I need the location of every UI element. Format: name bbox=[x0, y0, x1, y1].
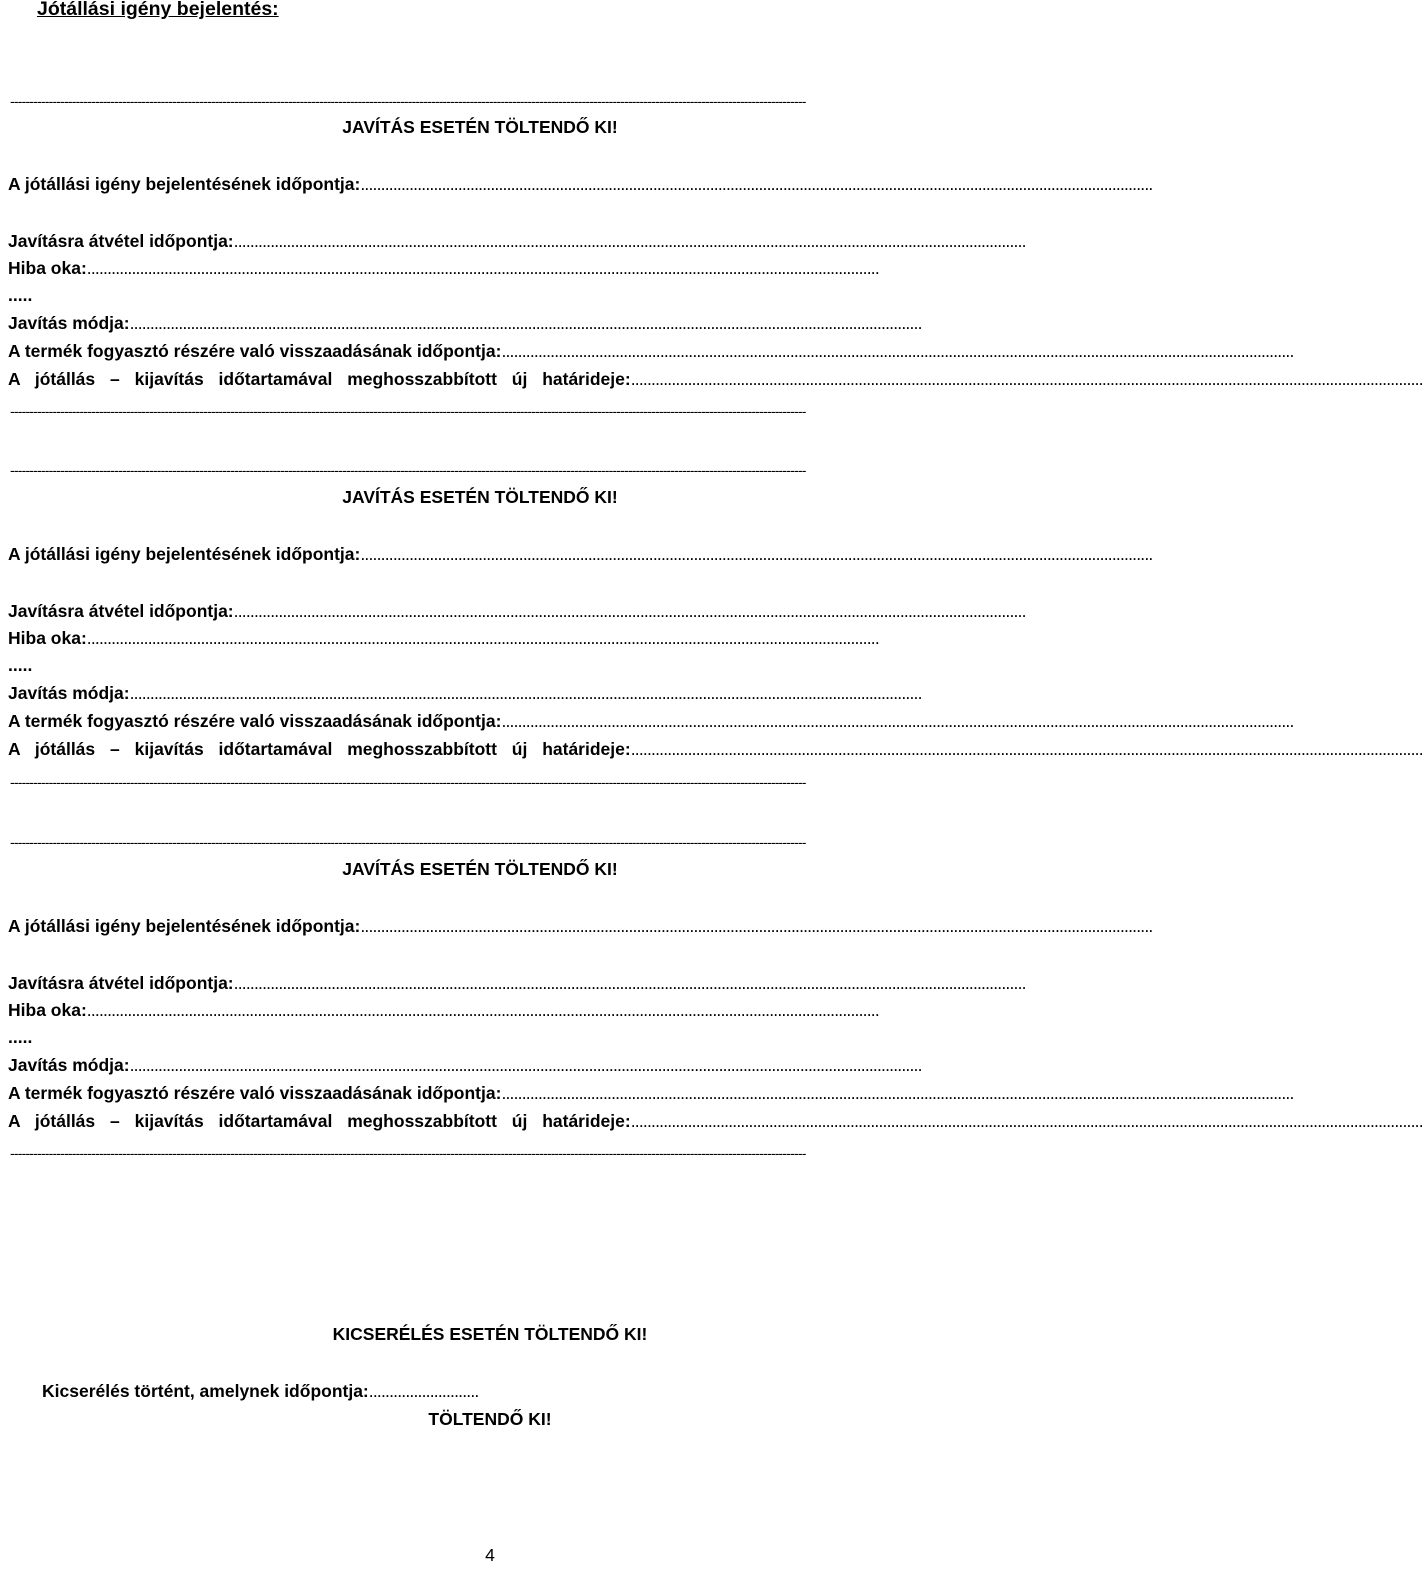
repair-method-label: Javítás módja: bbox=[8, 1055, 130, 1075]
fill-dots: ................................................................................................................................................................................................... bbox=[86, 1000, 879, 1020]
separator-line: -------------------------------------------------------------------------------------------------------------------------------------------------------------------------------------------------------------- bbox=[10, 774, 806, 790]
return-date-field[interactable] bbox=[8, 339, 1294, 363]
replacement-footer: TÖLTENDŐ KI! bbox=[428, 1409, 552, 1429]
return-date-field[interactable] bbox=[8, 1081, 1294, 1105]
fill-dots: ................................................................................................................................................................................................... bbox=[86, 258, 879, 278]
received-date-field[interactable] bbox=[8, 971, 1026, 995]
repair-method-field[interactable] bbox=[8, 1053, 952, 1077]
fault-cause-field[interactable] bbox=[8, 626, 952, 650]
claim-date-field[interactable] bbox=[8, 914, 1153, 938]
return-date-label: A termék fogyasztó részére való visszaadásának időpontja: bbox=[8, 1083, 502, 1103]
fill-dots: ................................................................................................................................................................................................... bbox=[630, 369, 1423, 389]
return-date-field[interactable] bbox=[8, 709, 1294, 733]
return-date-label: A termék fogyasztó részére való visszaadásának időpontja: bbox=[8, 711, 502, 731]
fill-dots: ................................................................................................................................................................................................... bbox=[129, 313, 922, 333]
replacement-date-field[interactable] bbox=[42, 1379, 942, 1403]
received-date-label: Javításra átvétel időpontja: bbox=[8, 973, 234, 993]
received-date-label: Javításra átvétel időpontja: bbox=[8, 601, 234, 621]
fill-dots: ................................................................................................................................................................................................... bbox=[630, 1111, 1423, 1131]
separator-line: -------------------------------------------------------------------------------------------------------------------------------------------------------------------------------------------------------------- bbox=[10, 834, 806, 850]
fault-cause-field[interactable] bbox=[8, 256, 952, 280]
claim-date-field[interactable] bbox=[8, 172, 1153, 196]
fill-dots: ........................... bbox=[368, 1381, 479, 1401]
page-title: Jótállási igény bejelentés: bbox=[37, 0, 279, 20]
fault-cause-label: Hiba oka: bbox=[8, 628, 87, 648]
fault-cause-field[interactable] bbox=[8, 998, 952, 1022]
claim-date-field[interactable] bbox=[8, 542, 1153, 566]
separator-line: -------------------------------------------------------------------------------------------------------------------------------------------------------------------------------------------------------------- bbox=[10, 403, 806, 419]
section-heading: JAVÍTÁS ESETÉN TÖLTENDŐ KI! bbox=[342, 859, 618, 879]
fill-dots: ................................................................................................................................................................................................... bbox=[233, 973, 1026, 993]
separator-line: -------------------------------------------------------------------------------------------------------------------------------------------------------------------------------------------------------------- bbox=[10, 462, 806, 478]
claim-date-label: A jótállási igény bejelentésének időpontja: bbox=[8, 916, 361, 936]
fill-dots: ................................................................................................................................................................................................... bbox=[233, 601, 1026, 621]
new-deadline-field[interactable] bbox=[8, 367, 1423, 391]
received-date-label: Javításra átvétel időpontja: bbox=[8, 231, 234, 251]
new-deadline-label: A jótállás – kijavítás időtartamával meghosszabbított új határideje: bbox=[8, 1111, 631, 1131]
fault-cause-label: Hiba oka: bbox=[8, 258, 87, 278]
fault-cause-continuation: ..... bbox=[8, 285, 33, 305]
fill-dots: ................................................................................................................................................................................................... bbox=[501, 711, 1294, 731]
fill-dots: ................................................................................................................................................................................................... bbox=[360, 174, 1153, 194]
new-deadline-field[interactable] bbox=[8, 737, 1423, 761]
repair-method-label: Javítás módja: bbox=[8, 313, 130, 333]
section-heading: JAVÍTÁS ESETÉN TÖLTENDŐ KI! bbox=[342, 117, 618, 137]
new-deadline-field[interactable] bbox=[8, 1109, 1423, 1133]
replacement-heading: KICSERÉLÉS ESETÉN TÖLTENDŐ KI! bbox=[332, 1324, 648, 1344]
fault-cause-label: Hiba oka: bbox=[8, 1000, 87, 1020]
received-date-field[interactable] bbox=[8, 229, 1026, 253]
section-heading: JAVÍTÁS ESETÉN TÖLTENDŐ KI! bbox=[342, 487, 618, 507]
separator-line: -------------------------------------------------------------------------------------------------------------------------------------------------------------------------------------------------------------- bbox=[10, 1145, 806, 1161]
page-number: 4 bbox=[485, 1545, 495, 1565]
fill-dots: ................................................................................................................................................................................................... bbox=[630, 739, 1423, 759]
received-date-field[interactable] bbox=[8, 599, 1026, 623]
claim-date-label: A jótállási igény bejelentésének időpontja: bbox=[8, 544, 361, 564]
repair-method-label: Javítás módja: bbox=[8, 683, 130, 703]
fill-dots: ................................................................................................................................................................................................... bbox=[233, 231, 1026, 251]
fill-dots: ................................................................................................................................................................................................... bbox=[129, 683, 922, 703]
repair-method-field[interactable] bbox=[8, 681, 952, 705]
separator-line: -------------------------------------------------------------------------------------------------------------------------------------------------------------------------------------------------------------- bbox=[10, 93, 806, 109]
new-deadline-label: A jótállás – kijavítás időtartamával meghosszabbított új határideje: bbox=[8, 739, 631, 759]
fill-dots: ................................................................................................................................................................................................... bbox=[86, 628, 879, 648]
replacement-date-label: Kicserélés történt, amelynek időpontja: bbox=[42, 1381, 369, 1401]
new-deadline-label: A jótállás – kijavítás időtartamával meghosszabbított új határideje: bbox=[8, 369, 631, 389]
fill-dots: ................................................................................................................................................................................................... bbox=[501, 341, 1294, 361]
fault-cause-continuation: ..... bbox=[8, 1027, 33, 1047]
fill-dots: ................................................................................................................................................................................................... bbox=[360, 544, 1153, 564]
claim-date-label: A jótállási igény bejelentésének időpontja: bbox=[8, 174, 361, 194]
fault-cause-continuation: ..... bbox=[8, 655, 33, 675]
fill-dots: ................................................................................................................................................................................................... bbox=[501, 1083, 1294, 1103]
return-date-label: A termék fogyasztó részére való visszaadásának időpontja: bbox=[8, 341, 502, 361]
fill-dots: ................................................................................................................................................................................................... bbox=[360, 916, 1153, 936]
repair-method-field[interactable] bbox=[8, 311, 952, 335]
fill-dots: ................................................................................................................................................................................................... bbox=[129, 1055, 922, 1075]
